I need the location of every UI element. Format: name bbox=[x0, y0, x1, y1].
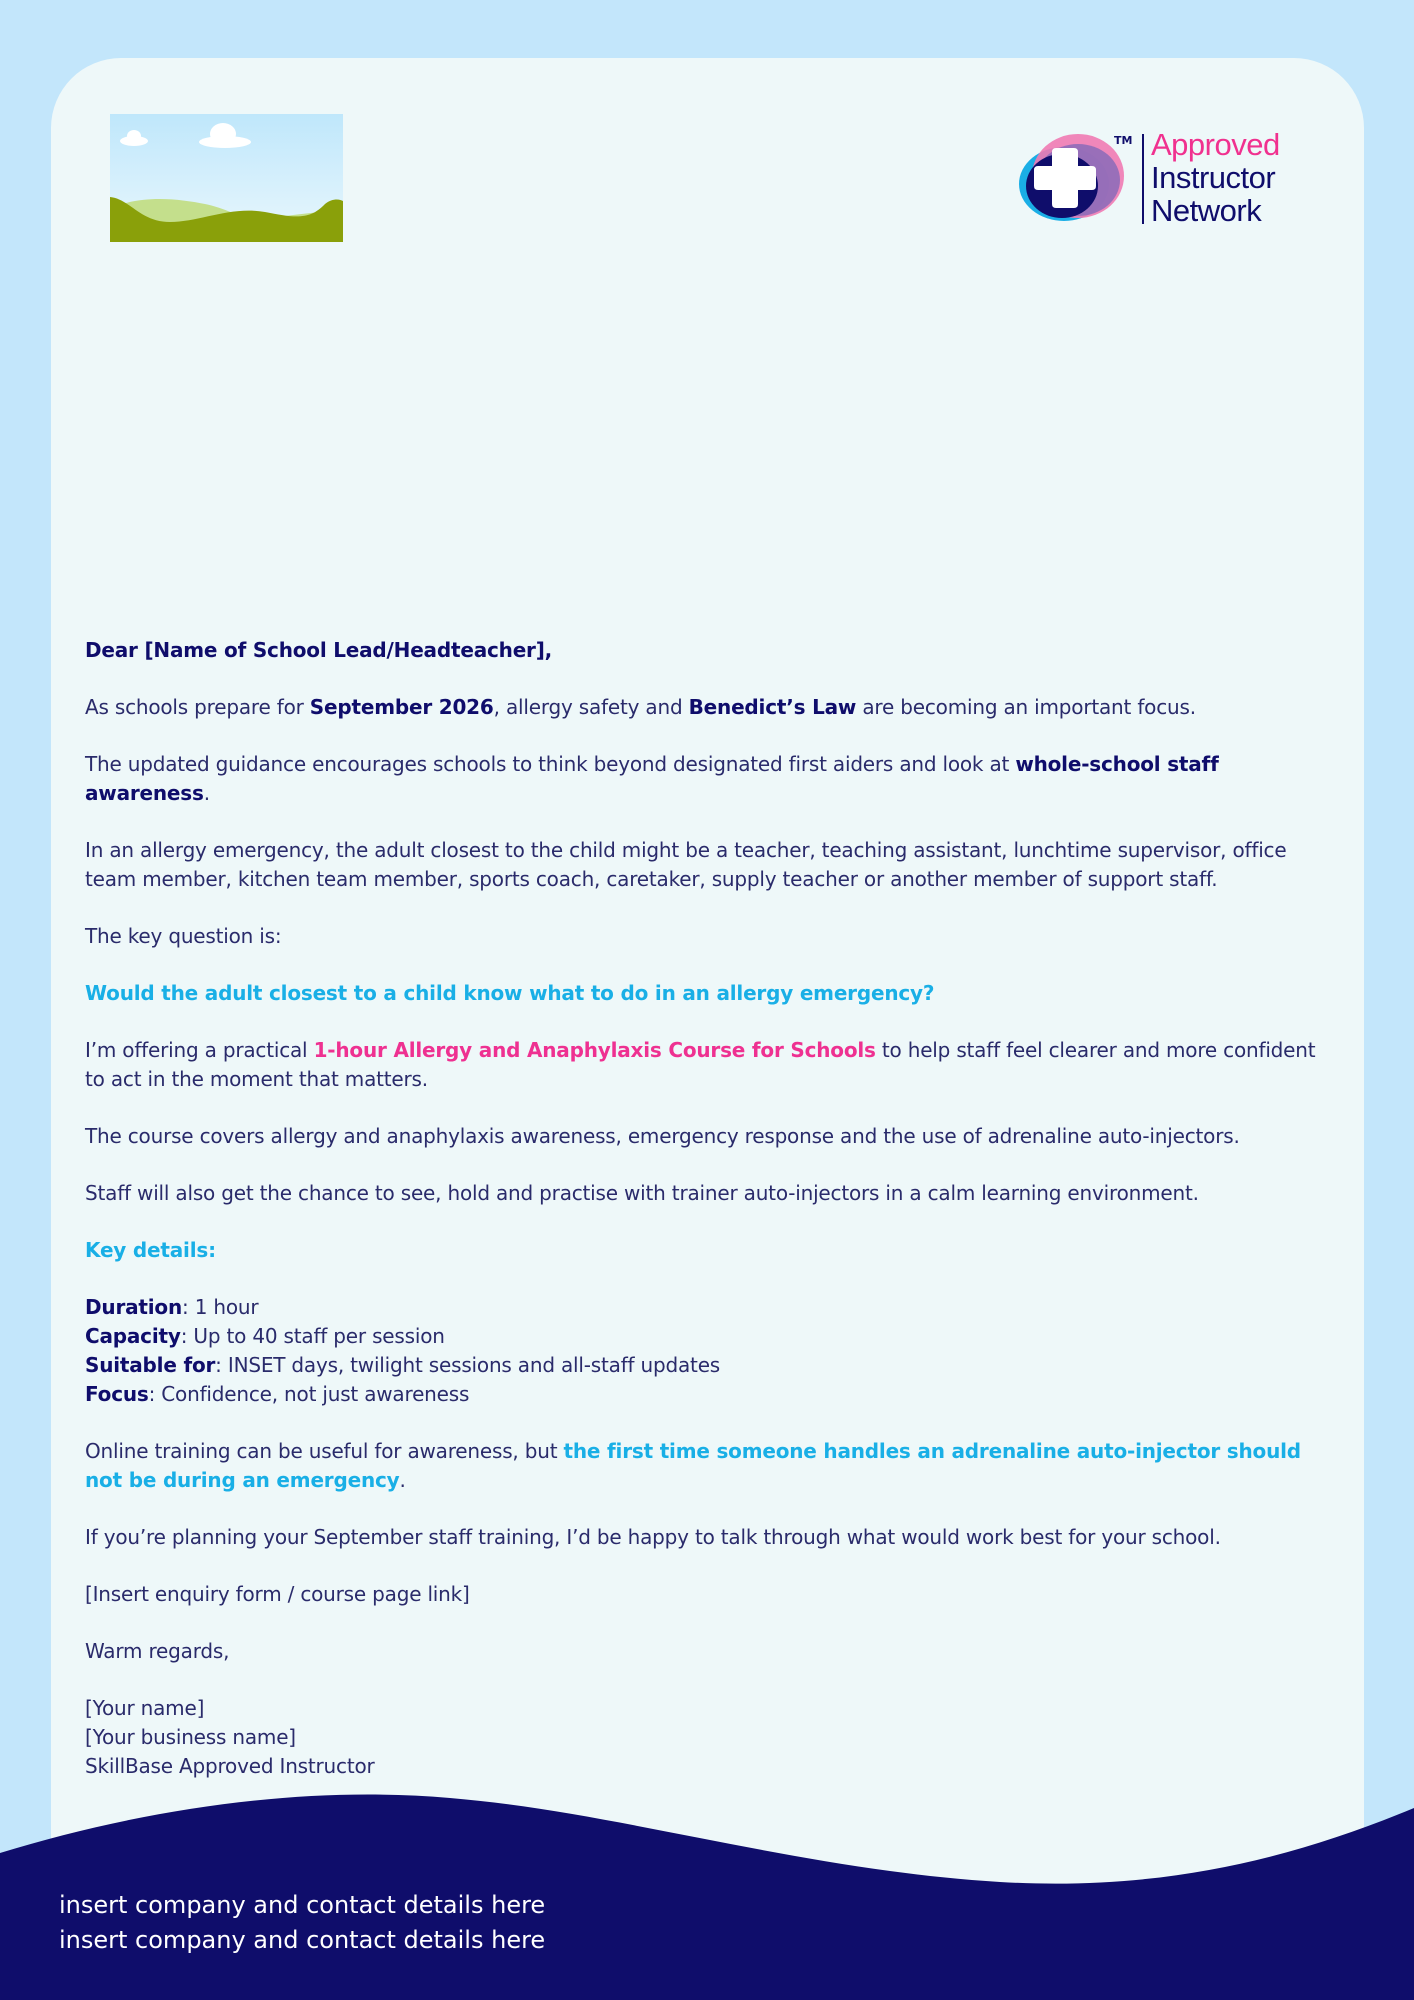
footer-line-2: insert company and contact details here bbox=[59, 1926, 546, 1954]
paragraph-planning: If you’re planning your September staff training, I’d be happy to talk through what would work best for your school. bbox=[85, 1525, 1221, 1549]
enquiry-link-placeholder: [Insert enquiry form / course page link] bbox=[85, 1582, 470, 1606]
signature-business: [Your business name] bbox=[85, 1725, 296, 1749]
course-name: 1-hour Allergy and Anaphylaxis Course for Schools bbox=[313, 1038, 876, 1062]
letter-body bbox=[85, 636, 1335, 1781]
footer-line-1: insert company and contact details here bbox=[59, 1891, 546, 1919]
footer-contact-details bbox=[59, 1888, 545, 1958]
logo-wordmark bbox=[1151, 128, 1280, 227]
paragraph-practice: Staff will also get the chance to see, hold and practise with trainer auto-injectors in a calm learning environment. bbox=[85, 1181, 1199, 1205]
paragraph-staff: In an allergy emergency, the adult closest to the child might be a teacher, teaching assistant, lunchtime supervisor, office team member, kitchen team member, sports coach, caretaker, supply teacher or another member of support staff. bbox=[85, 838, 1287, 891]
logo-line-network: Network bbox=[1151, 193, 1262, 228]
logo-line-approved: Approved bbox=[1151, 127, 1280, 162]
paragraph-guidance: The updated guidance encourages schools to think beyond designated first aiders and look at whole-school staff awareness. bbox=[85, 752, 1219, 805]
paragraph-intro: As schools prepare for September 2026, allergy safety and Benedict’s Law are becoming an important focus. bbox=[85, 695, 1196, 719]
closing: Warm regards, bbox=[85, 1639, 230, 1663]
paragraph-offer: I’m offering a practical 1-hour Allergy and Anaphylaxis Course for Schools to help staff feel clearer and more confident to act in the moment that matters. bbox=[85, 1038, 1316, 1091]
signature-title: SkillBase Approved Instructor bbox=[85, 1754, 375, 1778]
paragraph-course-covers: The course covers allergy and anaphylaxis awareness, emergency response and the use of adrenaline auto-injectors. bbox=[85, 1124, 1240, 1148]
detail-focus: Focus: Confidence, not just awareness bbox=[85, 1382, 470, 1406]
paragraph-key-question-intro: The key question is: bbox=[85, 924, 282, 948]
paragraph-online-training: Online training can be useful for awareness, but the first time someone handles an adrenaline auto-injector should not be during an emergency. bbox=[85, 1439, 1301, 1492]
logo-divider bbox=[1142, 134, 1144, 224]
landscape-placeholder-icon bbox=[110, 114, 343, 242]
detail-capacity: Capacity: Up to 40 staff per session bbox=[85, 1324, 445, 1348]
greeting: Dear [Name of School Lead/Headteacher], bbox=[85, 638, 553, 662]
approved-instructor-network-logo bbox=[1018, 128, 1298, 228]
signature-name: [Your name] bbox=[85, 1696, 205, 1720]
key-question: Would the adult closest to a child know what to do in an allergy emergency? bbox=[85, 981, 935, 1005]
detail-duration: Duration: 1 hour bbox=[85, 1295, 259, 1319]
signature-block bbox=[85, 1694, 1335, 1781]
key-details-heading: Key details: bbox=[85, 1238, 216, 1262]
logo-line-instructor: Instructor bbox=[1151, 160, 1276, 195]
detail-suitable-for: Suitable for: INSET days, twilight sessions and all-staff updates bbox=[85, 1353, 721, 1377]
trademark-mark: TM bbox=[1114, 134, 1133, 147]
key-details-list bbox=[85, 1293, 1335, 1409]
